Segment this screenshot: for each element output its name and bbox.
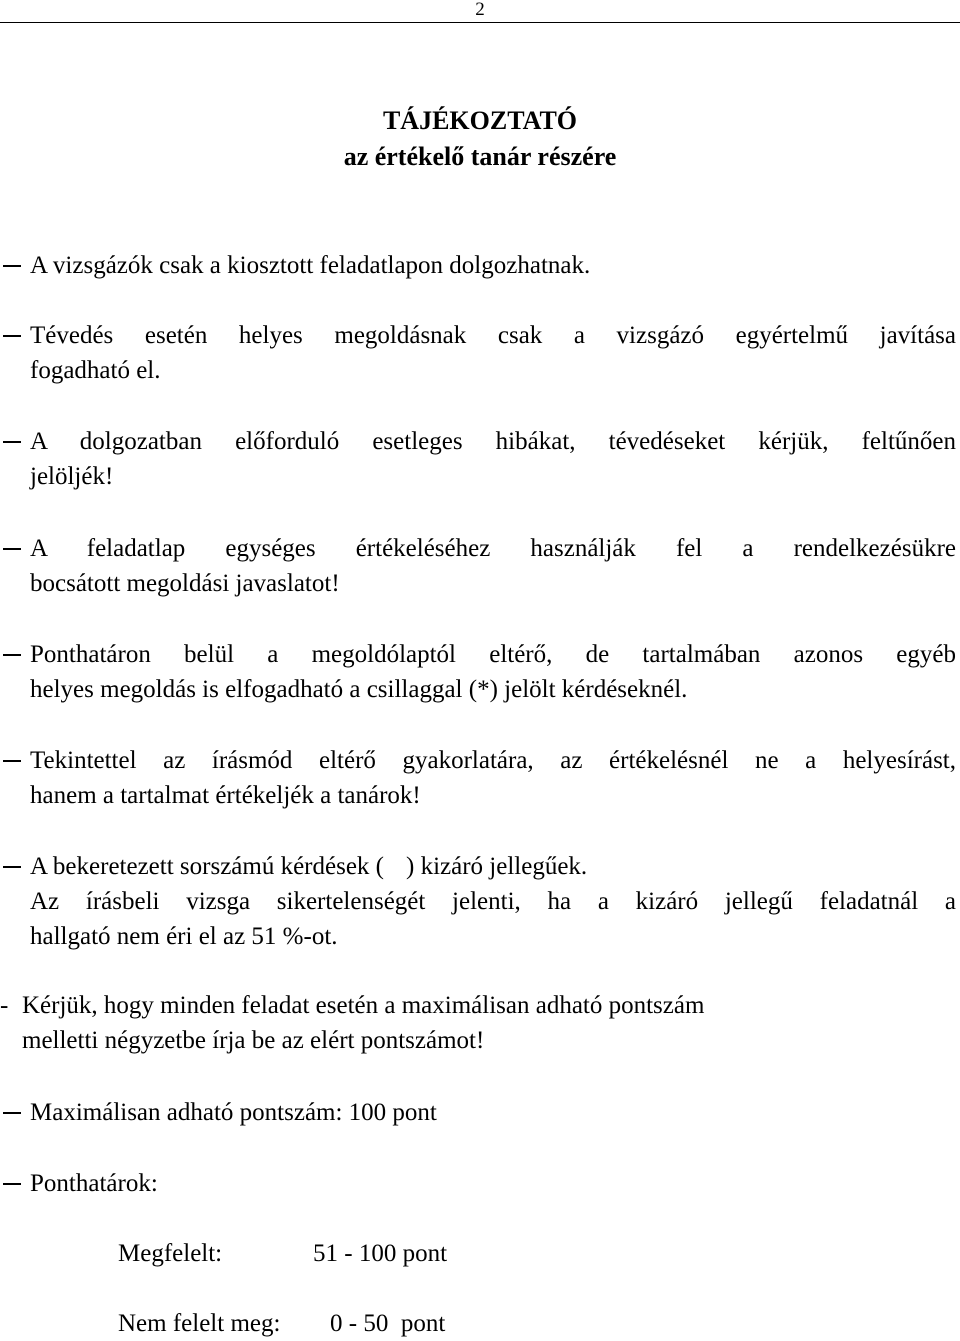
dash-bullet-icon [3, 335, 21, 337]
list-item-text: Ponthatáron belül a megoldólaptól eltérő, de tartalmában azonos egyéb [30, 641, 956, 668]
list-item-text: A vizsgázók csak a kiosztott feladatlapon dolgozhatnak. [30, 252, 591, 279]
list-item-text: Maximálisan adható pontszám: 100 pont [30, 1099, 437, 1126]
header-rule [0, 22, 960, 23]
list-item-text: hanem a tartalmat értékeljék a tanárok! [30, 782, 421, 809]
list-item-text: helyes megoldás is elfogadható a csillaggal (*) jelölt kérdéseknél. [30, 676, 688, 703]
list-item-text: Ponthatárok: [30, 1170, 158, 1197]
list-item-text: bocsátott megoldási javaslatot! [30, 570, 340, 597]
dash-bullet-icon [3, 265, 21, 267]
list-item-text-part: ) kizáró jellegűek. [406, 853, 588, 880]
list-item-text: Kérjük, hogy minden feladat esetén a maximálisan adható pontszám [22, 992, 705, 1019]
list-item-text [30, 849, 956, 884]
score-label: Megfelelt: [118, 1240, 223, 1267]
dash-bullet-icon [3, 1112, 21, 1114]
dash-bullet-icon [3, 548, 21, 550]
list-item-text: hallgató nem éri el az 51 %-ot. [30, 923, 338, 950]
dash-bullet-icon [3, 866, 21, 868]
dash-bullet-icon [3, 441, 21, 443]
dash-bullet-icon [3, 654, 21, 656]
list-item-text: A feladatlap egységes értékeléséhez használják fel a rendelkezésükre [30, 535, 956, 562]
list-item-text: Az írásbeli vizsga sikertelenségét jelenti, ha a kizáró jellegű feladatnál a [30, 888, 956, 915]
page-subtitle: az értékelő tanár részére [343, 142, 617, 171]
empty-box-placeholder [384, 853, 406, 877]
list-item-text: Tekintettel az írásmód eltérő gyakorlatára, az értékelésnél ne a helyesírást, [30, 747, 956, 774]
score-value: 0 - 50 pont [330, 1310, 446, 1337]
list-item-text: fogadható el. [30, 357, 161, 384]
list-item-text-part: A bekeretezett sorszámú kérdések ( [30, 853, 385, 880]
list-item-text: melletti négyzetbe írja be az elért pontszámot! [22, 1027, 485, 1054]
dash-bullet-icon [3, 760, 21, 762]
page-title: TÁJÉKOZTATÓ [382, 106, 578, 135]
list-item-text: Tévedés esetén helyes megoldásnak csak a vizsgázó egyértelmű javítása [30, 322, 956, 349]
hyphen-bullet: - [0, 992, 9, 1019]
score-value: 51 - 100 pont [313, 1240, 448, 1267]
score-label: Nem felelt meg: [118, 1310, 281, 1337]
page-number: 2 [475, 0, 485, 20]
list-item-text: jelöljék! [30, 463, 114, 490]
list-item-text: A dolgozatban előforduló esetleges hibákat, tévedéseket kérjük, feltűnően [30, 428, 956, 455]
dash-bullet-icon [3, 1183, 21, 1185]
